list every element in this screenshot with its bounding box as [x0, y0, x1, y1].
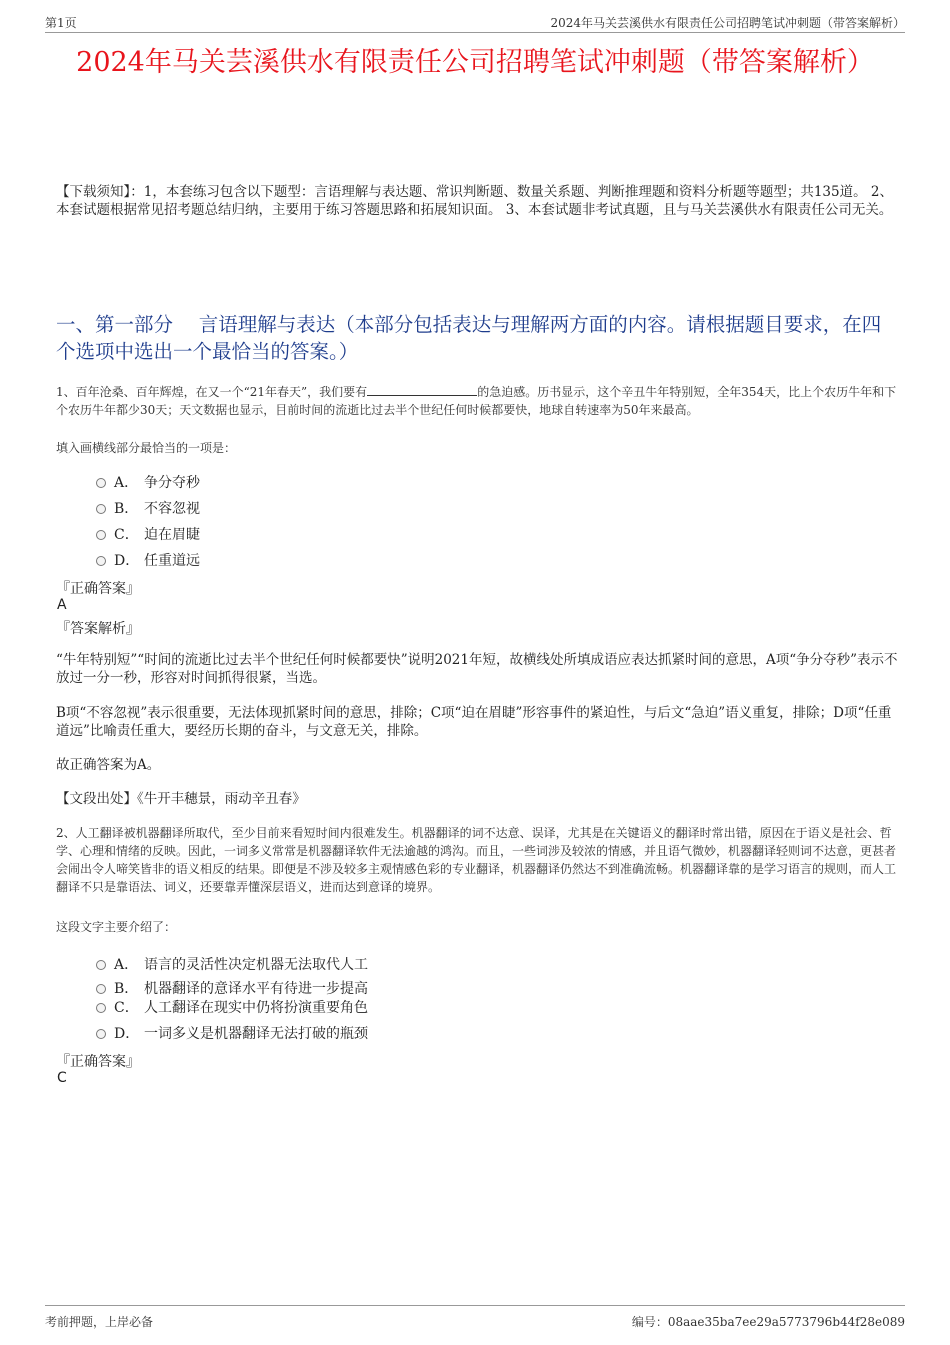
- question-1-option-c[interactable]: [96, 524, 200, 542]
- question-1-source: 【文段出处】《牛开丰穗景，雨动辛丑春》: [56, 791, 306, 807]
- question-2-option-c[interactable]: [96, 997, 368, 1015]
- question-1-analysis-paragraph-2: B项“不容忽视”表示很重要，无法体现抓紧时间的意思，排除；C项“迫在眉睫”形容事件的紧迫性，与后文“急迫”语义重复，排除；D项“任重道远”比喻责任重大，要经历长期的奋斗，与文意无关，排除。: [56, 705, 892, 739]
- question-1-answer: A: [57, 597, 67, 613]
- radio-icon[interactable]: [96, 530, 106, 540]
- option-letter: C．: [114, 527, 139, 543]
- option-text: 一词多义是机器翻译无法打破的瓶颈: [144, 1026, 368, 1042]
- radio-icon[interactable]: [96, 556, 106, 566]
- option-text: 迫在眉睫: [144, 527, 200, 543]
- option-letter: B．: [114, 501, 139, 517]
- option-letter: B．: [114, 981, 139, 997]
- option-letter: C．: [114, 1000, 139, 1016]
- option-text: 机器翻译的意译水平有待进一步提高: [144, 981, 368, 997]
- radio-icon[interactable]: [96, 1003, 106, 1013]
- question-1-option-b[interactable]: [96, 498, 200, 516]
- question-1-prompt: 填入画横线部分最恰当的一项是：: [56, 441, 237, 455]
- question-1-text-after: 的急迫感。历书显示，这个辛丑牛年特别短，全年354天，比上个农历牛年和下个农历牛年都少30天；天文数据也显示，目前时间的流逝比过去半个世纪任何时候都要快，地球自转速率为50年来最高。: [56, 385, 897, 417]
- download-notice: 【下载须知】：1，本套练习包含以下题型：言语理解与表达题、常识判断题、数量关系题、判断推理题和资料分析题等题型；共135道。 2、本套试题根据常见招考题总结归纳，主要用于练习答题思路和拓展知识面。 3、本套试题非考试真题，且与马关芸溪供水有限责任公司无关。: [56, 184, 893, 218]
- question-2-prompt: 这段文字主要介绍了：: [56, 920, 177, 934]
- option-text: 不容忽视: [144, 501, 200, 517]
- option-letter: D．: [114, 553, 140, 569]
- option-text: 任重道远: [144, 553, 200, 569]
- question-2-answer: C: [57, 1070, 67, 1086]
- radio-icon[interactable]: [96, 478, 106, 488]
- question-2-option-d[interactable]: [96, 1023, 368, 1041]
- option-letter: A．: [114, 957, 139, 973]
- option-text: 争分夺秒: [144, 475, 200, 491]
- question-1-analysis-label: 『答案解析』: [56, 621, 140, 637]
- question-2-text: 2、人工翻译被机器翻译所取代，至少目前来看短时间内很难发生。机器翻译的词不达意、误译，尤其是在关键语义的翻译时常出错，原因在于语义是社会、哲学、心理和情绪的反映。因此，一词多义常常是机器翻译软件无法逾越的鸿沟。而且，一些词涉及较浓的情感，并且语气微妙，机器翻译轻则词不达意，更甚者会闹出令人啼笑皆非的语义相反的结果。即便是不涉及较多主观情感色彩的专业翻译，机器翻译仍然达不到准确流畅。机器翻译靠的是学习语言的规则，而人工翻译不只是靠语法、词义，还要靠弄懂深层语义，进而达到意译的境界。: [56, 826, 897, 894]
- header-doc-name: 2024年马关芸溪供水有限责任公司招聘笔试冲刺题（带答案解析）: [550, 16, 905, 30]
- question-2-option-a[interactable]: [96, 954, 368, 972]
- radio-icon[interactable]: [96, 1029, 106, 1039]
- page-footer: [45, 1305, 905, 1329]
- option-text: 语言的灵活性决定机器无法取代人工: [144, 957, 368, 973]
- question-1-option-a[interactable]: [96, 472, 200, 490]
- footer-slogan: 考前押题，上岸必备: [45, 1315, 154, 1329]
- question-1-conclusion: 故正确答案为A。: [56, 757, 161, 773]
- page-header: [45, 12, 905, 33]
- question-1-analysis-paragraph-1: “牛年特别短”“时间的流逝比过去半个世纪任何时候都要快”说明2021年短，故横线处所填成语应表达抓紧时间的意思，A项“争分夺秒”表示不放过一分一秒，形容对时间抓得很紧，当选。: [56, 652, 898, 686]
- radio-icon[interactable]: [96, 984, 106, 994]
- question-1-option-d[interactable]: [96, 550, 200, 568]
- footer-code: 编号：08aae35ba7ee29a5773796b44f28e089: [631, 1315, 905, 1329]
- question-1-text: [56, 382, 900, 419]
- question-1-answer-label: 『正确答案』: [56, 581, 140, 597]
- radio-icon[interactable]: [96, 960, 106, 970]
- option-letter: A．: [114, 475, 139, 491]
- question-1-text-before: 1、百年沧桑、百年辉煌，在又一个“21年春天”，我们要有: [56, 385, 368, 399]
- document-title: 2024年马关芸溪供水有限责任公司招聘笔试冲刺题（带答案解析）: [76, 47, 874, 78]
- page-number: 第1页: [45, 16, 77, 30]
- question-2-answer-label: 『正确答案』: [56, 1054, 140, 1070]
- option-text: 人工翻译在现实中仍将扮演重要角色: [144, 1000, 368, 1016]
- fill-blank: [367, 382, 477, 396]
- section-title: 一、第一部分 言语理解与表达（本部分包括表达与理解两方面的内容。请根据题目要求，在四个选项中选出一个最恰当的答案。）: [56, 313, 882, 363]
- question-2-option-b[interactable]: [96, 978, 368, 996]
- radio-icon[interactable]: [96, 504, 106, 514]
- option-letter: D．: [114, 1026, 140, 1042]
